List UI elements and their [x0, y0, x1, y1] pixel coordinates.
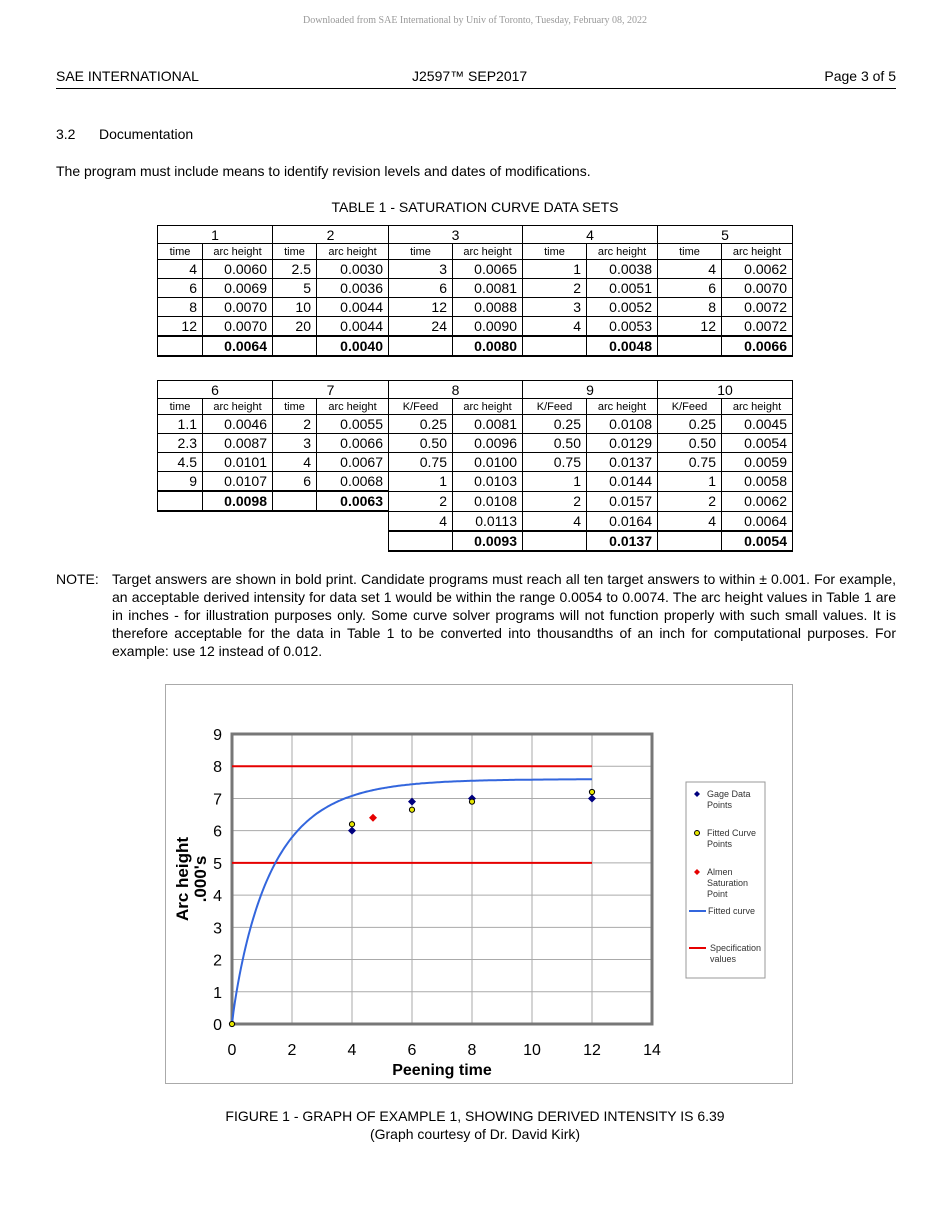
- table-cell: 2.5: [273, 260, 317, 279]
- table-cell: 3: [389, 260, 453, 279]
- table-cell: 0.0051: [587, 279, 658, 298]
- table-cell: 0.0070: [203, 298, 273, 317]
- table-cell: 0.75: [389, 453, 453, 472]
- fitted-curve-point: [469, 799, 474, 804]
- table-caption: TABLE 1 - SATURATION CURVE DATA SETS: [331, 199, 619, 215]
- table-cell: 0.75: [523, 453, 587, 472]
- table-cell: 4: [658, 260, 722, 279]
- header-center: J2597™ SEP2017: [412, 68, 528, 84]
- table-cell: 0.0088: [453, 298, 523, 317]
- table-cell: 0.0113: [453, 511, 523, 531]
- table-cell: 0.0070: [203, 317, 273, 337]
- column-header: time: [273, 399, 317, 415]
- table-cell: 2: [523, 491, 587, 511]
- chart-svg: [166, 685, 792, 1083]
- y-tick-label: 1: [213, 984, 222, 1002]
- table-cell: 0.25: [389, 415, 453, 434]
- table-cell: 0.0038: [587, 260, 658, 279]
- table-cell: 12: [158, 317, 203, 337]
- figure-caption: [0, 1107, 950, 1143]
- column-header: K/Feed: [389, 399, 453, 415]
- table-cell: 0.0065: [453, 260, 523, 279]
- gage-data-point: [348, 827, 356, 835]
- table-cell: 0.0058: [722, 472, 793, 492]
- empty-cell: [389, 531, 453, 551]
- empty-cell: [158, 491, 203, 511]
- section-title: Documentation: [99, 126, 194, 142]
- column-header: time: [158, 399, 203, 415]
- x-tick-label: 12: [583, 1042, 601, 1059]
- column-header: time: [389, 244, 453, 260]
- table-row: [158, 453, 793, 472]
- table-cell: 0.0072: [722, 298, 793, 317]
- legend-label: Saturation: [707, 878, 749, 888]
- body-paragraph: The program must include means to identify revision levels and dates of modifications.: [56, 163, 591, 179]
- table-row: [158, 511, 793, 531]
- data-table-top: [157, 225, 793, 357]
- y-tick-labels: [213, 727, 222, 1034]
- target-value: 0.0137: [587, 531, 658, 551]
- table-cell: 0.50: [658, 434, 722, 453]
- table-cell: 2.3: [158, 434, 203, 453]
- x-axis-title: Peening time: [392, 1062, 492, 1079]
- x-tick-label: 4: [347, 1042, 357, 1059]
- table-cell: 0.0059: [722, 453, 793, 472]
- y-tick-label: 0: [213, 1017, 222, 1034]
- table-cell: 0.0101: [203, 453, 273, 472]
- table-cell: 4: [389, 511, 453, 531]
- table-cell: 1: [523, 472, 587, 492]
- column-header: arc height: [203, 399, 273, 415]
- table-cell: 0.0064: [722, 511, 793, 531]
- y-tick-label: 2: [213, 952, 222, 970]
- note-text: Target answers are shown in bold print. Candidate programs must reach all ten target answers to within ± 0.001. For example, an acceptable derived intensity for data set 1 would be within the range 0.0054 to 0.0074. The arc height values in Table 1 are in inches - for illustration purposes only. Some curve solver programs will not function properly with such small values. It is therefore acceptable for the data in Table 1 to be converted into thousandths of an inch for computational purposes. For example: use 12 instead of 0.012.: [112, 571, 896, 659]
- column-header: time: [158, 244, 203, 260]
- table-cell: 20: [273, 317, 317, 337]
- table-cell: 0.0081: [453, 279, 523, 298]
- target-value: 0.0054: [722, 531, 793, 551]
- table-cell: 0.25: [523, 415, 587, 434]
- group-header: 4: [523, 226, 658, 244]
- almen-saturation-point: [369, 814, 377, 822]
- figure-caption-line2: (Graph courtesy of Dr. David Kirk): [369, 1126, 581, 1142]
- empty-cell: [523, 531, 587, 551]
- table-cell: 6: [158, 279, 203, 298]
- table-cell: 0.0067: [317, 453, 389, 472]
- table-cell: 4: [523, 511, 587, 531]
- table-row: [158, 434, 793, 453]
- table-cell: 4: [158, 260, 203, 279]
- legend-label: Fitted Curve: [707, 828, 757, 838]
- section-number: 3.2: [56, 126, 76, 142]
- table-cell: 0.0129: [587, 434, 658, 453]
- header-left: SAE INTERNATIONAL: [56, 68, 199, 84]
- legend-label: Almen: [707, 867, 733, 877]
- table-cell: 0.0036: [317, 279, 389, 298]
- table-cell: 2: [273, 415, 317, 434]
- column-header: time: [273, 244, 317, 260]
- table-cell: 2: [389, 491, 453, 511]
- table-cell: 0.0070: [722, 279, 793, 298]
- column-header: arc height: [587, 399, 658, 415]
- target-value: 0.0048: [587, 336, 658, 356]
- table-cell: 0.0100: [453, 453, 523, 472]
- table-cell: 0.0044: [317, 317, 389, 337]
- table-cell: 3: [523, 298, 587, 317]
- fitted-curve-point: [409, 807, 414, 812]
- table-cell: 12: [658, 317, 722, 337]
- column-header: arc height: [317, 244, 389, 260]
- y-tick-label: 8: [213, 759, 222, 777]
- empty-cell: [273, 336, 317, 356]
- chart-markers: [229, 789, 596, 1026]
- column-header: K/Feed: [523, 399, 587, 415]
- table-cell: 1: [523, 260, 587, 279]
- figure-chart: [165, 684, 793, 1084]
- download-notice: Downloaded from SAE International by Univ of Toronto, Tuesday, February 08, 2022: [303, 15, 647, 26]
- target-value: 0.0098: [203, 491, 273, 511]
- table-cell: 3: [273, 434, 317, 453]
- table-cell: 0.0044: [317, 298, 389, 317]
- x-tick-label: 10: [523, 1042, 541, 1059]
- y-axis-title-line2: .000's: [191, 855, 210, 903]
- table-cell: 0.0108: [453, 491, 523, 511]
- group-header: 7: [273, 381, 389, 399]
- table-cell: 0.0144: [587, 472, 658, 492]
- table-cell: 1: [658, 472, 722, 492]
- table-cell: 0.0087: [203, 434, 273, 453]
- column-header: arc height: [317, 399, 389, 415]
- table-cell: 0.0090: [453, 317, 523, 337]
- y-axis-title-line1: Arc height: [173, 836, 192, 922]
- table-cell: 0.0053: [587, 317, 658, 337]
- table-cell: 0.0107: [203, 472, 273, 492]
- empty-cell: [658, 336, 722, 356]
- table-cell: 8: [658, 298, 722, 317]
- table-cell: 0.50: [523, 434, 587, 453]
- fitted-curve-point: [349, 822, 354, 827]
- group-header: 1: [158, 226, 273, 244]
- table-cell: 0.0060: [203, 260, 273, 279]
- column-header: arc height: [203, 244, 273, 260]
- target-value: 0.0066: [722, 336, 793, 356]
- table-cell: 4: [523, 317, 587, 337]
- table-cell: 0.0052: [587, 298, 658, 317]
- table-cell: 0.0103: [453, 472, 523, 492]
- column-header: arc height: [587, 244, 658, 260]
- table-cell: 2: [523, 279, 587, 298]
- table-cell: 0.50: [389, 434, 453, 453]
- empty-cell: [523, 336, 587, 356]
- table-cell: 6: [389, 279, 453, 298]
- y-tick-label: 6: [213, 823, 222, 841]
- column-header: arc height: [722, 244, 793, 260]
- chart-grid: [232, 734, 652, 1024]
- empty-cell: [389, 336, 453, 356]
- group-header: 8: [389, 381, 523, 399]
- table-cell: 0.0068: [317, 472, 389, 492]
- legend-label: Gage Data: [707, 789, 751, 799]
- table-cell: 0.0096: [453, 434, 523, 453]
- target-row: [158, 531, 793, 551]
- table-row: [158, 298, 793, 317]
- table-cell: 12: [389, 298, 453, 317]
- x-tick-label: 8: [467, 1042, 477, 1059]
- column-header: arc height: [722, 399, 793, 415]
- gage-data-point: [588, 794, 596, 802]
- group-header: 9: [523, 381, 658, 399]
- x-tick-label: 2: [287, 1042, 297, 1059]
- note-label: NOTE:: [56, 571, 99, 587]
- target-row: [158, 336, 793, 356]
- plot-frame: [232, 734, 652, 1024]
- table-cell: 1: [389, 472, 453, 492]
- table-cell: 0.0066: [317, 434, 389, 453]
- y-tick-label: 9: [213, 727, 222, 744]
- table-cell: 0.0081: [453, 415, 523, 434]
- empty-cell: [158, 511, 389, 531]
- data-table-bottom: [157, 380, 793, 552]
- figure-caption-line1: FIGURE 1 - GRAPH OF EXAMPLE 1, SHOWING DERIVED INTENSITY IS 6.39: [225, 1108, 725, 1124]
- table-cell: 2: [658, 491, 722, 511]
- table-cell: 0.0137: [587, 453, 658, 472]
- target-value: 0.0064: [203, 336, 273, 356]
- empty-cell: [658, 531, 722, 551]
- table-cell: 0.0055: [317, 415, 389, 434]
- table-cell: 5: [273, 279, 317, 298]
- y-tick-label: 5: [213, 855, 222, 873]
- table-row: [158, 472, 793, 492]
- table-cell: 0.0062: [722, 491, 793, 511]
- legend-label: Specification: [710, 943, 762, 953]
- table-cell: 0.0069: [203, 279, 273, 298]
- table-cell: 24: [389, 317, 453, 337]
- x-tick-label: 0: [227, 1042, 237, 1059]
- target-value: 0.0080: [453, 336, 523, 356]
- table-cell: 0.0062: [722, 260, 793, 279]
- group-header: 5: [658, 226, 793, 244]
- x-tick-label: 6: [407, 1042, 417, 1059]
- table-cell: 4: [273, 453, 317, 472]
- table-cell: 0.0030: [317, 260, 389, 279]
- table-cell: 0.0054: [722, 434, 793, 453]
- empty-cell: [273, 491, 317, 511]
- legend-label: values: [710, 954, 737, 964]
- y-tick-label: 3: [213, 920, 222, 938]
- column-header: time: [658, 244, 722, 260]
- legend-label: Points: [707, 839, 733, 849]
- table-cell: 0.0157: [587, 491, 658, 511]
- y-tick-label: 4: [213, 888, 222, 906]
- table-cell: 0.0072: [722, 317, 793, 337]
- target-value: 0.0063: [317, 491, 389, 511]
- table-cell: 0.25: [658, 415, 722, 434]
- table-cell: 6: [273, 472, 317, 492]
- x-tick-label: 14: [643, 1042, 661, 1059]
- column-header: arc height: [453, 399, 523, 415]
- empty-cell: [158, 336, 203, 356]
- legend-label: Point: [707, 889, 728, 899]
- table-row: [158, 279, 793, 298]
- legend-label: Points: [707, 800, 733, 810]
- table-row: [158, 415, 793, 434]
- column-header: arc height: [453, 244, 523, 260]
- table-row: [158, 317, 793, 337]
- table-cell: 0.75: [658, 453, 722, 472]
- page-header: [56, 68, 896, 89]
- header-right: Page 3 of 5: [824, 68, 896, 84]
- table-cell: 0.0045: [722, 415, 793, 434]
- column-header: K/Feed: [658, 399, 722, 415]
- table-cell: 8: [158, 298, 203, 317]
- target-value: 0.0093: [453, 531, 523, 551]
- table-cell: 0.0046: [203, 415, 273, 434]
- y-tick-label: 7: [213, 791, 222, 809]
- column-header: time: [523, 244, 587, 260]
- group-header: 2: [273, 226, 389, 244]
- group-header: 3: [389, 226, 523, 244]
- table-cell: 0.0108: [587, 415, 658, 434]
- chart-legend: [686, 782, 765, 978]
- legend-label: Fitted curve: [708, 906, 756, 916]
- table-row: [158, 491, 793, 511]
- table-row: [158, 260, 793, 279]
- table-cell: 6: [658, 279, 722, 298]
- table-cell: 1.1: [158, 415, 203, 434]
- table-cell: 10: [273, 298, 317, 317]
- table-cell: 0.0164: [587, 511, 658, 531]
- group-header: 10: [658, 381, 793, 399]
- section-heading: [56, 126, 193, 142]
- table-cell: 4.5: [158, 453, 203, 472]
- empty-cell: [158, 531, 389, 551]
- target-value: 0.0040: [317, 336, 389, 356]
- fitted-points-legend-icon: [695, 831, 700, 836]
- group-header: 6: [158, 381, 273, 399]
- fitted-curve-point: [589, 789, 594, 794]
- table-cell: 4: [658, 511, 722, 531]
- x-tick-labels: [228, 1042, 661, 1059]
- fitted-curve-point: [229, 1021, 234, 1026]
- table-cell: 9: [158, 472, 203, 492]
